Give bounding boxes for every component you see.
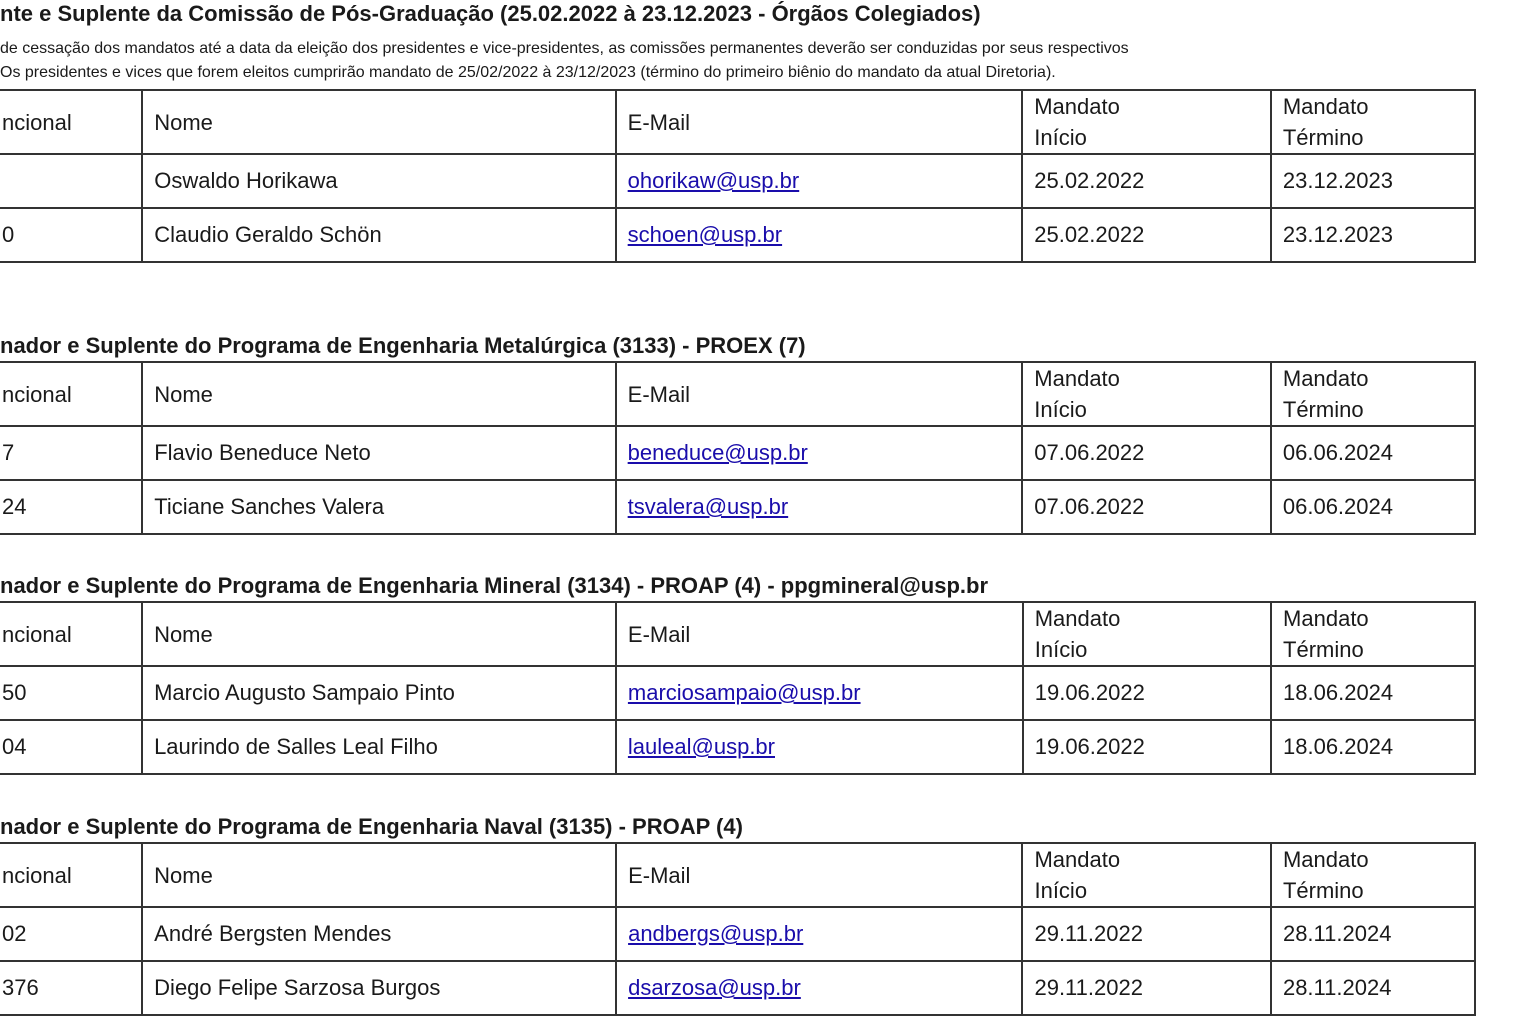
cell-termino: 06.06.2024 <box>1271 426 1475 480</box>
header-termino: Mandato Término <box>1271 602 1475 666</box>
section-title: nador e Suplente do Programa de Engenharia Naval (3135) - PROAP (4) <box>0 814 743 839</box>
email-link[interactable]: beneduce@usp.br <box>627 440 808 465</box>
cell-inicio: 29.11.2022 <box>1022 907 1270 961</box>
header-funcional: ncional <box>0 602 142 666</box>
email-link[interactable]: ohorikaw@usp.br <box>627 168 800 193</box>
cell-funcional: 0 <box>0 208 142 262</box>
section-title: nador e Suplente do Programa de Engenharia Mineral (3134) - PROAP (4) - ppgmineral@usp.br <box>0 573 989 598</box>
mandate-table <box>0 89 1476 263</box>
cell-email <box>616 426 1023 480</box>
header-email: E-Mail <box>616 362 1023 426</box>
header-funcional: ncional <box>0 843 142 907</box>
cell-nome: André Bergsten Mendes <box>142 907 616 961</box>
cell-inicio: 07.06.2022 <box>1022 426 1271 480</box>
email-link[interactable]: schoen@usp.br <box>627 222 783 247</box>
email-link[interactable]: marciosampaio@usp.br <box>627 680 861 705</box>
cell-termino: 23.12.2023 <box>1271 208 1475 262</box>
header-inicio: Mandato Início <box>1023 602 1271 666</box>
table-header-row <box>0 602 1475 666</box>
cell-nome: Laurindo de Salles Leal Filho <box>142 720 616 774</box>
header-termino: Mandato Término <box>1271 843 1475 907</box>
table-row <box>0 154 1475 208</box>
header-inicio: Mandato Início <box>1022 362 1271 426</box>
header-termino: Mandato Término <box>1271 90 1475 154</box>
mandate-table <box>0 842 1476 1016</box>
cell-funcional <box>0 154 142 208</box>
mandate-table <box>0 361 1476 535</box>
cell-email <box>616 720 1023 774</box>
table-header-row <box>0 90 1475 154</box>
cell-email <box>616 961 1022 1015</box>
table-row <box>0 720 1475 774</box>
email-link[interactable]: lauleal@usp.br <box>627 734 775 759</box>
section-title: nte e Suplente da Comissão de Pós-Graduação (25.02.2022 à 23.12.2023 - Órgãos Colegiados) <box>0 1 981 26</box>
cell-inicio: 19.06.2022 <box>1023 720 1271 774</box>
cell-termino: 18.06.2024 <box>1271 666 1475 720</box>
table-row <box>0 961 1475 1015</box>
cell-nome: Marcio Augusto Sampaio Pinto <box>142 666 616 720</box>
table-header-row <box>0 843 1475 907</box>
table-row <box>0 426 1475 480</box>
cell-termino: 28.11.2024 <box>1271 961 1475 1015</box>
cell-nome: Ticiane Sanches Valera <box>142 480 615 534</box>
email-link[interactable]: dsarzosa@usp.br <box>628 975 801 1000</box>
header-termino: Mandato Término <box>1271 362 1475 426</box>
mandate-table <box>0 601 1476 775</box>
header-nome: Nome <box>142 602 616 666</box>
header-funcional: ncional <box>0 362 142 426</box>
table-row <box>0 907 1475 961</box>
cell-termino: 28.11.2024 <box>1271 907 1475 961</box>
cell-email <box>616 907 1022 961</box>
cell-funcional: 04 <box>0 720 142 774</box>
cell-email <box>616 208 1023 262</box>
cell-funcional: 24 <box>0 480 142 534</box>
cell-email <box>616 666 1023 720</box>
header-nome: Nome <box>142 90 615 154</box>
cell-funcional: 376 <box>0 961 142 1015</box>
cell-nome: Claudio Geraldo Schön <box>142 208 615 262</box>
cell-termino: 18.06.2024 <box>1271 720 1475 774</box>
header-inicio: Mandato Início <box>1022 90 1271 154</box>
cell-nome: Flavio Beneduce Neto <box>142 426 615 480</box>
section-title: nador e Suplente do Programa de Engenharia Metalúrgica (3133) - PROEX (7) <box>0 333 806 358</box>
table-row <box>0 666 1475 720</box>
header-email: E-Mail <box>616 602 1023 666</box>
cell-funcional: 02 <box>0 907 142 961</box>
notice-line: de cessação dos mandatos até a data da eleição dos presidentes e vice-presidentes, as comissões permanentes deverão ser conduzidas por seus respectivos <box>0 40 1129 57</box>
cell-funcional: 50 <box>0 666 142 720</box>
table-row <box>0 208 1475 262</box>
header-funcional: ncional <box>0 90 142 154</box>
header-email: E-Mail <box>616 843 1022 907</box>
cell-termino: 23.12.2023 <box>1271 154 1475 208</box>
header-inicio: Mandato Início <box>1022 843 1270 907</box>
header-email: E-Mail <box>616 90 1023 154</box>
cell-inicio: 07.06.2022 <box>1022 480 1271 534</box>
cell-nome: Oswaldo Horikawa <box>142 154 615 208</box>
cell-email <box>616 480 1023 534</box>
table-row <box>0 480 1475 534</box>
cell-inicio: 29.11.2022 <box>1022 961 1270 1015</box>
cell-email <box>616 154 1023 208</box>
notice-line: Os presidentes e vices que forem eleitos cumprirão mandato de 25/02/2022 à 23/12/2023 (término do primeiro biênio do mandato da atual Diretoria). <box>0 64 1056 81</box>
cell-termino: 06.06.2024 <box>1271 480 1475 534</box>
header-nome: Nome <box>142 843 616 907</box>
cell-nome: Diego Felipe Sarzosa Burgos <box>142 961 616 1015</box>
cell-inicio: 25.02.2022 <box>1022 154 1271 208</box>
cell-inicio: 19.06.2022 <box>1023 666 1271 720</box>
email-link[interactable]: andbergs@usp.br <box>628 921 804 946</box>
email-link[interactable]: tsvalera@usp.br <box>627 494 789 519</box>
cell-inicio: 25.02.2022 <box>1022 208 1271 262</box>
table-header-row <box>0 362 1475 426</box>
cell-funcional: 7 <box>0 426 142 480</box>
header-nome: Nome <box>142 362 615 426</box>
